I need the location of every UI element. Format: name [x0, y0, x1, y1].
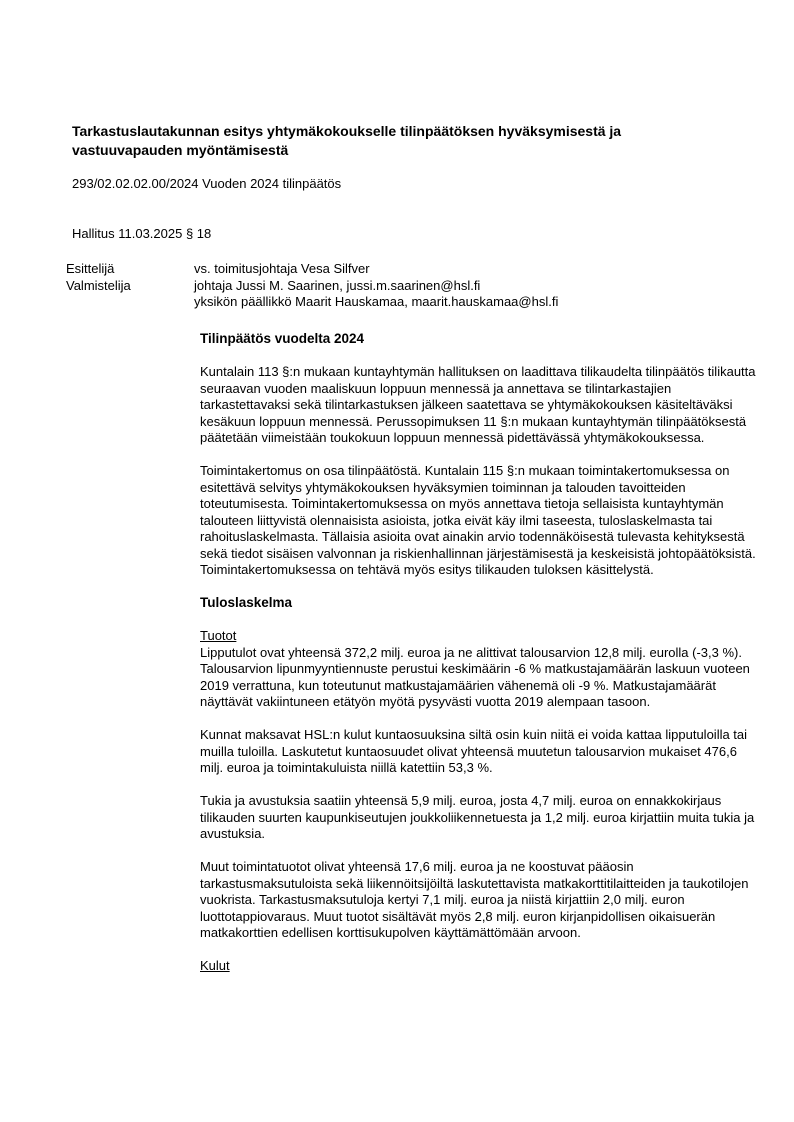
presenter-value: vs. toimitusjohtaja Vesa Silfver	[194, 261, 370, 276]
preparer-label: Valmistelija	[66, 277, 131, 293]
paragraph-annual-report: Toimintakertomus on osa tilinpäätöstä. Kuntalain 115 §:n mukaan toimintakertomuksessa on esitettävä selvitys yhtymäkokouksen hyväksymien toiminnan ja talouden tavoitteiden toteutumisesta. Toimintakertomuksessa on myös annettava tietoja sellaisista kuntayhtymän talouteen liittyvistä olennaisista asioista, jotka eivät käy ilmi taseesta, tuloslaskelmasta tai rahoituslaskelmasta. Tällaisia asioita ovat ainakin arvio todennäköisestä tulevasta kehityksestä sekä tiedot sisäisen valvonnan ja riskienhallinnan järjestämisestä ja keskeisistä johtopäätöksistä. Toimintakertomuksessa on tehtävä myös esitys tilikauden tuloksen käsittelystä.	[200, 463, 756, 577]
subheading-revenue: Tuotot	[200, 628, 237, 643]
document-body	[200, 331, 756, 975]
section-heading-financial-statements: Tilinpäätös vuodelta 2024	[200, 331, 365, 346]
paragraph-other-income: Muut toimintatuotot olivat yhteensä 17,6 milj. euroa ja ne koostuvat pääosin tarkastusmaksutuloista sekä liikennöitsijöiltä laskutettavista matkakorttitilaitteiden ja taukotilojen vuokrista. Tarkastusmaksutuloja kertyi 7,1 milj. euroa ja niistä kirjattiin 2,0 milj. euron luottotappiovaraus. Muut tuotot sisältävät myös 2,8 milj. euron kirjanpidollisen oikaisuerän matkakorttien edellisen korttisukupolven käyttämättömään arvoon.	[200, 859, 749, 940]
document-title: Tarkastuslautakunnan esitys yhtymäkokoukselle tilinpäätöksen hyväksymisestä ja vastuuvapauden myöntämisestä	[72, 123, 622, 158]
preparer-row-2	[66, 294, 558, 311]
paragraph-municipal-act-113: Kuntalain 113 §:n mukaan kuntayhtymän hallituksen on laadittava tilikaudelta tilinpäätös tilikautta seuraavan vuoden maaliskuun loppuun mennessä ja annettava se tilintarkastajien tarkastettavaksi sekä tilintarkastuksen jälkeen saatettava se yhtymäkokouksen käsiteltäväksi kesäkuun loppuun mennessä. Perussopimuksen 11 §:n mukaan kuntayhtymän tilinpäätöksestä päätetään viimeistään toukokuun loppuun mennessä pidettävässä yhtymäkokouksessa.	[200, 364, 756, 445]
presenter-label: Esittelijä	[66, 261, 115, 276]
preparer-value-1: johtaja Jussi M. Saarinen, jussi.m.saarinen@hsl.fi	[194, 277, 481, 293]
meeting-reference: Hallitus 11.03.2025 § 18	[72, 226, 212, 241]
section-heading-income-statement: Tuloslaskelma	[200, 595, 293, 610]
preparer-row	[66, 278, 558, 295]
paragraph-municipal-contributions: Kunnat maksavat HSL:n kulut kuntaosuuksina siltä osin kuin niitä ei voida kattaa lipputuloilla tai muilla tuloilla. Laskutetut kuntaosuudet olivat yhteensä muutetun talousarvion mukaiset 476,6 milj. euroa ja toimintakuluista niillä katettiin 53,3 %.	[200, 727, 748, 775]
document-reference: 293/02.02.02.00/2024 Vuoden 2024 tilinpäätös	[72, 176, 342, 191]
presenter-row	[66, 261, 558, 278]
paragraph-ticket-revenue: Lipputulot ovat yhteensä 372,2 milj. euroa ja ne alittivat talousarvion 12,8 milj. eurolla (-3,3 %). Talousarvion lipunmyyntiennuste perustui keskimäärin -6 % matkustajamäärän laskuun vuoteen 2019 verrattuna, kun toteutunut matkustajamäärien vähenemä oli -9 %. Matkustajamäärät näyttävät vakiintuneen etätyön myötä pysyvästi vuotta 2019 alempaan tasoon.	[200, 644, 750, 709]
subheading-expenses: Kulut	[200, 958, 230, 973]
preparer-value-2: yksikön päällikkö Maarit Hauskamaa, maarit.hauskamaa@hsl.fi	[194, 294, 559, 309]
paragraph-subsidies: Tukia ja avustuksia saatiin yhteensä 5,9 milj. euroa, josta 4,7 milj. euroa on ennakkokirjaus tilikauden suurten kaupunkiseutujen joukkoliikennetuesta ja 1,2 milj. euroa kirjattiin muita tukia ja avustuksia.	[200, 793, 755, 841]
roles-block	[66, 261, 558, 311]
